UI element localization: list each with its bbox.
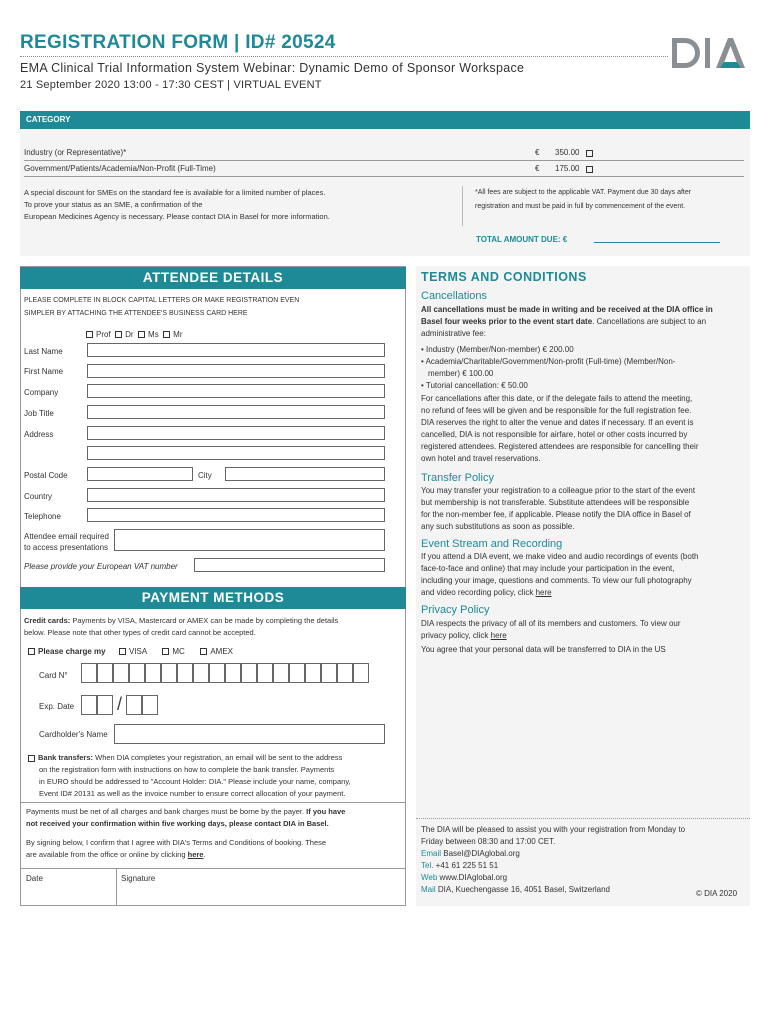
card-number-cells[interactable]: [81, 663, 369, 683]
payment-divider: [21, 802, 405, 803]
card-digit-cell[interactable]: [321, 663, 337, 683]
exp-date-label: Exp. Date: [39, 702, 75, 711]
copyright: © DIA 2020: [696, 889, 738, 898]
dr-checkbox[interactable]: [115, 331, 122, 338]
amex-checkbox[interactable]: [200, 648, 207, 655]
category-government-price: 175.00: [555, 164, 580, 173]
net-charges-text: Payments must be net of all charges and bank charges must be borne by the payer. If you have not received your confirmation within five working days, please contact DIA in Basel.: [26, 807, 346, 828]
email-label: Attendee email required to access presentations: [24, 532, 109, 552]
card-digit-cell[interactable]: [177, 663, 193, 683]
address-field-2[interactable]: [87, 446, 385, 460]
privacy-policy-link[interactable]: here: [490, 631, 507, 640]
terms-agreement-text: By signing below, I confirm that I agree with DIA's Terms and Conditions of booking. These are available from the office or online by clicking here.: [26, 838, 327, 859]
terms-here-link[interactable]: here: [187, 850, 204, 859]
exp-year-cell[interactable]: [126, 695, 142, 715]
card-digit-cell[interactable]: [113, 663, 129, 683]
company-label: Company: [24, 388, 59, 397]
ms-checkbox[interactable]: [138, 331, 145, 338]
email-field[interactable]: [114, 529, 385, 551]
category-heading: CATEGORY: [20, 111, 750, 129]
last-name-label: Last Name: [24, 347, 63, 356]
job-title-field[interactable]: [87, 405, 385, 419]
transfer-policy-text: You may transfer your registration to a colleague prior to the start of the event but membership is not transferable. Substitute attendees will be responsible for the non-member fee, if applicable. Please notify the DIA office in Basel of any such substitutions as soon as possible.: [421, 486, 696, 531]
card-number-label: Card N°: [39, 671, 68, 680]
bank-transfer-checkbox[interactable]: [28, 755, 35, 762]
exp-date-cells[interactable]: [81, 694, 158, 715]
category-government-checkbox[interactable]: [586, 166, 593, 173]
exp-month-cell[interactable]: [81, 695, 97, 715]
privacy-policy-title: Privacy Policy: [421, 604, 490, 616]
city-label: City: [198, 471, 212, 480]
category-industry-label: Industry (or Representative)*: [24, 148, 127, 157]
exp-date-slash: /: [117, 694, 123, 714]
address-field-1[interactable]: [87, 426, 385, 440]
card-digit-cell[interactable]: [273, 663, 289, 683]
date-label: Date: [26, 874, 43, 883]
visa-checkbox[interactable]: [119, 648, 126, 655]
category-divider: [24, 176, 744, 177]
cancellations-title: Cancellations: [421, 290, 488, 302]
exp-month-cell[interactable]: [97, 695, 113, 715]
contact-block: The DIA will be pleased to assist you with your registration from Monday to Friday between 08:30 and 17:00 CET. Email Basel@DIAglobal.org Tel. +41 61 225 51 51 Web www.DIAglobal.org Mail DIA, Kuechengasse 16, 4051 Basel, Switzerland: [421, 825, 686, 894]
vat-note: *All fees are subject to the applicable VAT. Payment due 30 days after registration and must be paid in full by commencement of the event.: [475, 189, 692, 210]
title-divider: [20, 56, 668, 57]
card-digit-cell[interactable]: [337, 663, 353, 683]
attendee-instruction: PLEASE COMPLETE IN BLOCK CAPITAL LETTERS OR MAKE REGISTRATION EVEN SIMPLER BY ATTACHING THE ATTENDEE'S BUSINESS CARD HERE: [24, 297, 300, 317]
category-industry-currency: €: [535, 148, 540, 157]
category-vertical-divider: [462, 186, 463, 226]
company-field[interactable]: [87, 384, 385, 398]
country-field[interactable]: [87, 488, 385, 502]
card-digit-cell[interactable]: [353, 663, 369, 683]
signature-label: Signature: [121, 874, 156, 883]
payment-methods-heading: PAYMENT METHODS: [20, 587, 406, 609]
recording-policy-link[interactable]: here: [535, 588, 552, 597]
event-stream-text: If you attend a DIA event, we make video and audio recordings of events (both face-to-face and online) that may include your participation in the event, including your image, questions and comments. To view our full photography and video recording policy, click here: [421, 552, 699, 597]
bank-transfer-text: Bank transfers: When DIA completes your registration, an email will be sent to the address on the registration form with instructions on how to complete the bank transfer. Payments in EURO should be addressed to "Account Holder: DIA." Please include your name, company, Event ID# 20131 as well as the invoice number to ensure correct allocation of your payment.: [28, 752, 400, 800]
card-type-options: Please charge my VISA MC AMEX: [28, 647, 233, 656]
total-amount-label: TOTAL AMOUNT DUE: €: [476, 235, 568, 244]
category-divider: [24, 160, 744, 161]
cardholder-field[interactable]: [114, 724, 385, 744]
signature-vertical-divider: [116, 868, 117, 905]
signature-divider: [21, 868, 405, 869]
event-subtitle: EMA Clinical Trial Information System Webinar: Dynamic Demo of Sponsor Workspace: [20, 61, 525, 75]
event-dateline: 21 September 2020 13:00 - 17:30 CEST | VIRTUAL EVENT: [20, 79, 322, 91]
vat-number-field[interactable]: [194, 558, 385, 572]
mr-checkbox[interactable]: [163, 331, 170, 338]
cancellations-text: All cancellations must be made in writing and be received at the DIA office in Basel four weeks prior to the event start date. Cancellations are subject to an administrative fee: • Industry (Member/Non-member) € 200.00 • Academia/Charitable/Government/Non-profit (Full-time) (Member/Non- member) € 100.00 • Tutorial cancellation: € 50.00 For cancellations after this date, or if the delegate fails to attend the meeting, no refund of fees will be given and be responsible for the full registration fee. DIA reserves the right to alter the venue and dates if necessary. If an event is cancelled, DIA is not responsible for airfare, hotel or other costs incurred by registered attendees. Registered attendees are responsible for cancelling their own hotel and travel reservations.: [421, 305, 713, 463]
category-section: [20, 111, 750, 256]
title-options: Prof Dr Ms Mr: [86, 330, 182, 339]
terms-heading: TERMS AND CONDITIONS: [421, 270, 587, 284]
telephone-label: Telephone: [24, 512, 61, 521]
card-digit-cell[interactable]: [225, 663, 241, 683]
card-digit-cell[interactable]: [209, 663, 225, 683]
telephone-field[interactable]: [87, 508, 385, 522]
page-title: REGISTRATION FORM | ID# 20524: [20, 32, 336, 53]
credit-card-text: Credit cards: Payments by VISA, Mastercard or AMEX can be made by completing the details below. Please note that other types of credit card cannot be accepted.: [24, 616, 339, 637]
event-stream-title: Event Stream and Recording: [421, 538, 563, 550]
city-field[interactable]: [225, 467, 385, 481]
card-digit-cell[interactable]: [241, 663, 257, 683]
card-digit-cell[interactable]: [81, 663, 97, 683]
charge-checkbox[interactable]: [28, 648, 35, 655]
privacy-policy-text: DIA respects the privacy of all of its members and customers. To view our privacy policy, click here You agree that your personal data will be transferred to DIA in the US: [421, 619, 681, 654]
card-digit-cell[interactable]: [97, 663, 113, 683]
contact-divider: [416, 818, 750, 819]
card-digit-cell[interactable]: [129, 663, 145, 683]
vat-number-label: Please provide your European VAT number: [24, 562, 178, 571]
card-digit-cell[interactable]: [289, 663, 305, 683]
card-digit-cell[interactable]: [145, 663, 161, 683]
card-digit-cell[interactable]: [193, 663, 209, 683]
job-title-label: Job Title: [24, 409, 54, 418]
first-name-field[interactable]: [87, 364, 385, 378]
card-digit-cell[interactable]: [305, 663, 321, 683]
first-name-label: First Name: [24, 367, 64, 376]
mc-checkbox[interactable]: [162, 648, 169, 655]
address-label: Address: [24, 430, 54, 439]
card-digit-cell[interactable]: [161, 663, 177, 683]
transfer-policy-title: Transfer Policy: [421, 472, 494, 484]
country-label: Country: [24, 492, 53, 501]
last-name-field[interactable]: [87, 343, 385, 357]
category-government-label: Government/Patients/Academia/Non-Profit (Full-Time): [24, 164, 216, 173]
total-amount-field[interactable]: [594, 242, 720, 243]
category-industry-checkbox[interactable]: [586, 150, 593, 157]
dia-logo: [672, 36, 750, 72]
category-industry-price: 350.00: [555, 148, 580, 157]
exp-year-cell[interactable]: [142, 695, 158, 715]
postal-code-label: Postal Code: [24, 471, 68, 480]
postal-code-field[interactable]: [87, 467, 193, 481]
prof-checkbox[interactable]: [86, 331, 93, 338]
card-digit-cell[interactable]: [257, 663, 273, 683]
attendee-details-heading: ATTENDEE DETAILS: [20, 267, 406, 289]
cardholder-label: Cardholder's Name: [39, 730, 108, 739]
sme-discount-text: A special discount for SMEs on the standard fee is available for a limited number of places. To prove your status as an SME, a confirmation of the European Medicines Agency is necessary. Please contact DIA in Basel for more information.: [24, 188, 330, 221]
category-government-currency: €: [535, 164, 540, 173]
